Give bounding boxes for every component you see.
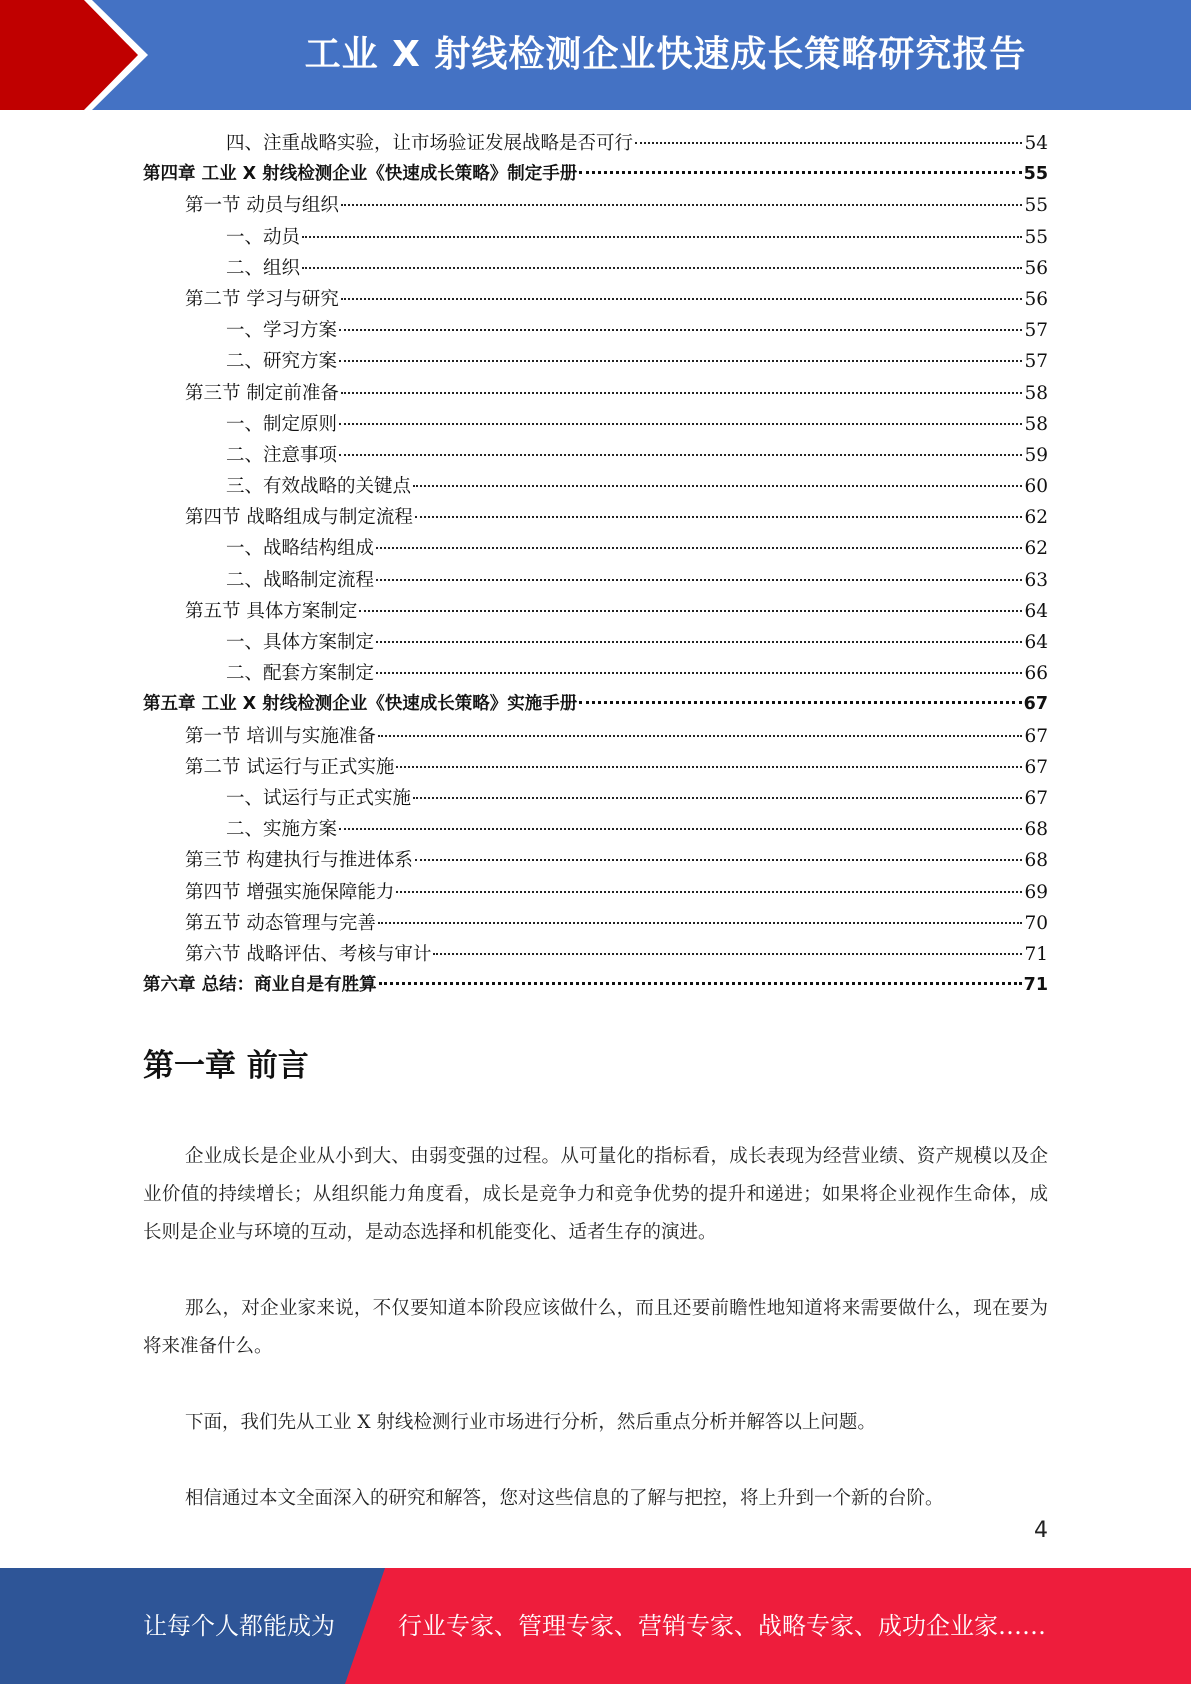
toc-dot-leader: [415, 859, 1023, 861]
toc-dot-leader: [433, 953, 1022, 955]
toc-entry-page: 67: [1024, 756, 1048, 778]
toc-entry[interactable]: [143, 533, 1048, 564]
chapter-heading: 第一章 前言: [143, 1048, 309, 1084]
toc-entry[interactable]: [143, 190, 1048, 221]
toc-entry-title: 第五节 动态管理与完善: [185, 912, 376, 934]
toc-dot-leader: [341, 204, 1023, 206]
toc-entry-title: 一、战略结构组成: [226, 538, 375, 560]
toc-entry-page: 56: [1024, 257, 1048, 279]
toc-entry-page: 60: [1024, 476, 1048, 498]
toc-entry-title: 二、配套方案制定: [226, 663, 375, 685]
toc-dot-leader: [379, 982, 1022, 985]
toc-entry-page: 56: [1024, 288, 1048, 310]
toc-dot-leader: [376, 579, 1022, 581]
toc-entry[interactable]: [143, 939, 1048, 970]
toc-entry-title: 第三节 构建执行与推进体系: [185, 850, 413, 872]
toc-dot-leader: [339, 828, 1022, 830]
toc-entry-page: 59: [1024, 444, 1048, 466]
toc-entry-title: 二、注意事项: [226, 444, 338, 466]
toc-dot-leader: [579, 171, 1021, 174]
toc-entry[interactable]: [143, 689, 1048, 720]
toc-entry-title: 第二节 试运行与正式实施: [185, 756, 395, 778]
toc-entry-title: 第三节 制定前准备: [185, 382, 339, 404]
toc-entry-title: 一、具体方案制定: [226, 632, 375, 653]
toc-dot-leader: [339, 423, 1022, 425]
toc-entry-title: 四、注重战略实验，让市场验证发展战略是否可行: [226, 133, 634, 154]
toc-dot-leader: [579, 701, 1021, 704]
toc-entry-title: 三、有效战略的关键点: [226, 476, 412, 498]
toc-dot-leader: [339, 329, 1022, 331]
toc-entry-page: 58: [1024, 382, 1048, 404]
toc-entry-page: 70: [1024, 912, 1048, 934]
toc-entry-page: 62: [1024, 507, 1048, 529]
toc-entry-page: 68: [1024, 850, 1048, 872]
toc-entry[interactable]: [143, 471, 1048, 502]
toc-entry-page: 63: [1024, 569, 1048, 591]
toc-entry[interactable]: [143, 346, 1048, 377]
toc-entry-page: 62: [1024, 538, 1048, 560]
toc-entry[interactable]: [143, 783, 1048, 814]
toc-entry[interactable]: [143, 409, 1048, 440]
toc-entry-title: 一、试运行与正式实施: [226, 787, 412, 809]
toc-entry-page: 55: [1024, 195, 1048, 217]
toc-entry-page: 58: [1024, 413, 1048, 435]
toc-entry-title: 二、实施方案: [226, 819, 338, 841]
toc-entry-page: 64: [1024, 600, 1048, 622]
toc-dot-leader: [302, 267, 1022, 269]
toc-entry[interactable]: [143, 596, 1048, 627]
toc-entry[interactable]: [143, 440, 1048, 471]
toc-entry[interactable]: [143, 752, 1048, 783]
toc-entry-title: 第六节 战略评估、考核与审计: [185, 943, 432, 965]
paragraph: 企业成长是企业从小到大、由弱变强的过程。从可量化的指标看，成长表现为经营业绩、资产规模以及企业价值的持续增长；从组织能力角度看，成长是竞争力和竞争优势的提升和递进；如果将企业视作生命体，成长则是企业与环境的互动，是动态选择和机能变化、适者生存的演进。: [143, 1146, 1048, 1243]
toc-entry-title: 二、组织: [226, 257, 301, 279]
toc-entry-page: 55: [1024, 226, 1048, 248]
toc-entry[interactable]: [143, 721, 1048, 752]
toc-dot-leader: [339, 360, 1022, 362]
toc-entry-title: 第四章 工业 X 射线检测企业《快速成长策略》制定手册: [143, 164, 578, 185]
toc-entry-page: 57: [1024, 351, 1048, 373]
toc-entry-page: 69: [1024, 881, 1048, 903]
header-arrow-decoration: [0, 0, 160, 110]
toc-dot-leader: [396, 766, 1022, 768]
toc-entry[interactable]: [143, 222, 1048, 253]
toc-dot-leader: [376, 641, 1022, 643]
toc-entry-page: 67: [1023, 694, 1048, 715]
toc-dot-leader: [341, 392, 1023, 394]
toc-entry[interactable]: [143, 253, 1048, 284]
toc-dot-leader: [341, 298, 1023, 300]
paragraph: 下面，我们先从工业 X 射线检测行业市场进行分析，然后重点分析并解答以上问题。: [185, 1412, 876, 1433]
toc-entry[interactable]: [143, 877, 1048, 908]
toc-dot-leader: [339, 454, 1022, 456]
toc-entry-title: 第五节 具体方案制定: [185, 600, 358, 622]
toc-dot-leader: [378, 922, 1023, 924]
toc-entry-title: 二、研究方案: [226, 351, 338, 373]
toc-entry-title: 二、战略制定流程: [226, 569, 375, 591]
toc-entry[interactable]: [143, 502, 1048, 533]
toc-entry-page: 66: [1024, 663, 1048, 685]
toc-entry-title: 第四节 战略组成与制定流程: [185, 507, 413, 529]
table-of-contents: [143, 128, 1048, 1001]
toc-dot-leader: [376, 547, 1022, 549]
page-footer: [0, 1568, 1191, 1684]
toc-entry-page: 54: [1024, 133, 1048, 154]
toc-dot-leader: [413, 797, 1022, 799]
toc-entry-page: 55: [1023, 164, 1048, 185]
toc-entry[interactable]: [143, 315, 1048, 346]
footer-slogan-right: 行业专家、管理专家、营销专家、战略专家、成功企业家……: [398, 1612, 1046, 1640]
toc-entry-title: 第一节 培训与实施准备: [185, 725, 376, 747]
toc-entry-title: 第五章 工业 X 射线检测企业《快速成长策略》实施手册: [143, 694, 578, 715]
toc-entry-title: 一、制定原则: [226, 413, 338, 435]
toc-entry[interactable]: [143, 128, 1048, 159]
toc-dot-leader: [378, 735, 1023, 737]
toc-dot-leader: [413, 485, 1022, 487]
toc-entry-page: 57: [1024, 320, 1048, 342]
toc-entry-page: 64: [1024, 632, 1048, 653]
toc-dot-leader: [415, 516, 1023, 518]
toc-entry[interactable]: [143, 970, 1048, 1001]
toc-entry[interactable]: [143, 814, 1048, 845]
toc-entry-page: 67: [1024, 787, 1048, 809]
toc-entry[interactable]: [143, 658, 1048, 689]
toc-dot-leader: [359, 610, 1022, 612]
toc-dot-leader: [635, 142, 1022, 144]
toc-dot-leader: [302, 236, 1022, 238]
report-title: 工业 X 射线检测企业快速成长策略研究报告: [304, 34, 1027, 75]
toc-entry[interactable]: [143, 845, 1048, 876]
toc-entry-page: 71: [1023, 975, 1048, 996]
toc-entry-title: 第二节 学习与研究: [185, 288, 339, 310]
toc-entry[interactable]: [143, 908, 1048, 939]
paragraph: 那么，对企业家来说，不仅要知道本阶段应该做什么，而且还要前瞻性地知道将来需要做什么，现在要为将来准备什么。: [143, 1298, 1048, 1357]
toc-entry-title: 第四节 增强实施保障能力: [185, 881, 395, 903]
page-header: [0, 0, 1191, 110]
toc-entry[interactable]: [143, 627, 1048, 658]
footer-slogan-left: 让每个人都能成为: [143, 1612, 335, 1640]
toc-entry-title: 第六章 总结：商业自是有胜算: [143, 975, 377, 996]
toc-entry[interactable]: [143, 284, 1048, 315]
toc-entry[interactable]: [143, 159, 1048, 190]
toc-entry[interactable]: [143, 565, 1048, 596]
toc-dot-leader: [396, 891, 1022, 893]
toc-entry-title: 第一节 动员与组织: [185, 195, 339, 217]
toc-entry-page: 67: [1024, 725, 1048, 747]
toc-entry-title: 一、动员: [226, 226, 301, 248]
toc-entry-page: 68: [1024, 819, 1048, 841]
paragraph: 相信通过本文全面深入的研究和解答，您对这些信息的了解与把控，将上升到一个新的台阶。: [185, 1488, 944, 1509]
toc-entry[interactable]: [143, 378, 1048, 409]
toc-entry-page: 71: [1024, 943, 1048, 965]
toc-dot-leader: [376, 672, 1022, 674]
toc-entry-title: 一、学习方案: [226, 320, 338, 342]
page-number: 4: [1034, 1518, 1048, 1543]
